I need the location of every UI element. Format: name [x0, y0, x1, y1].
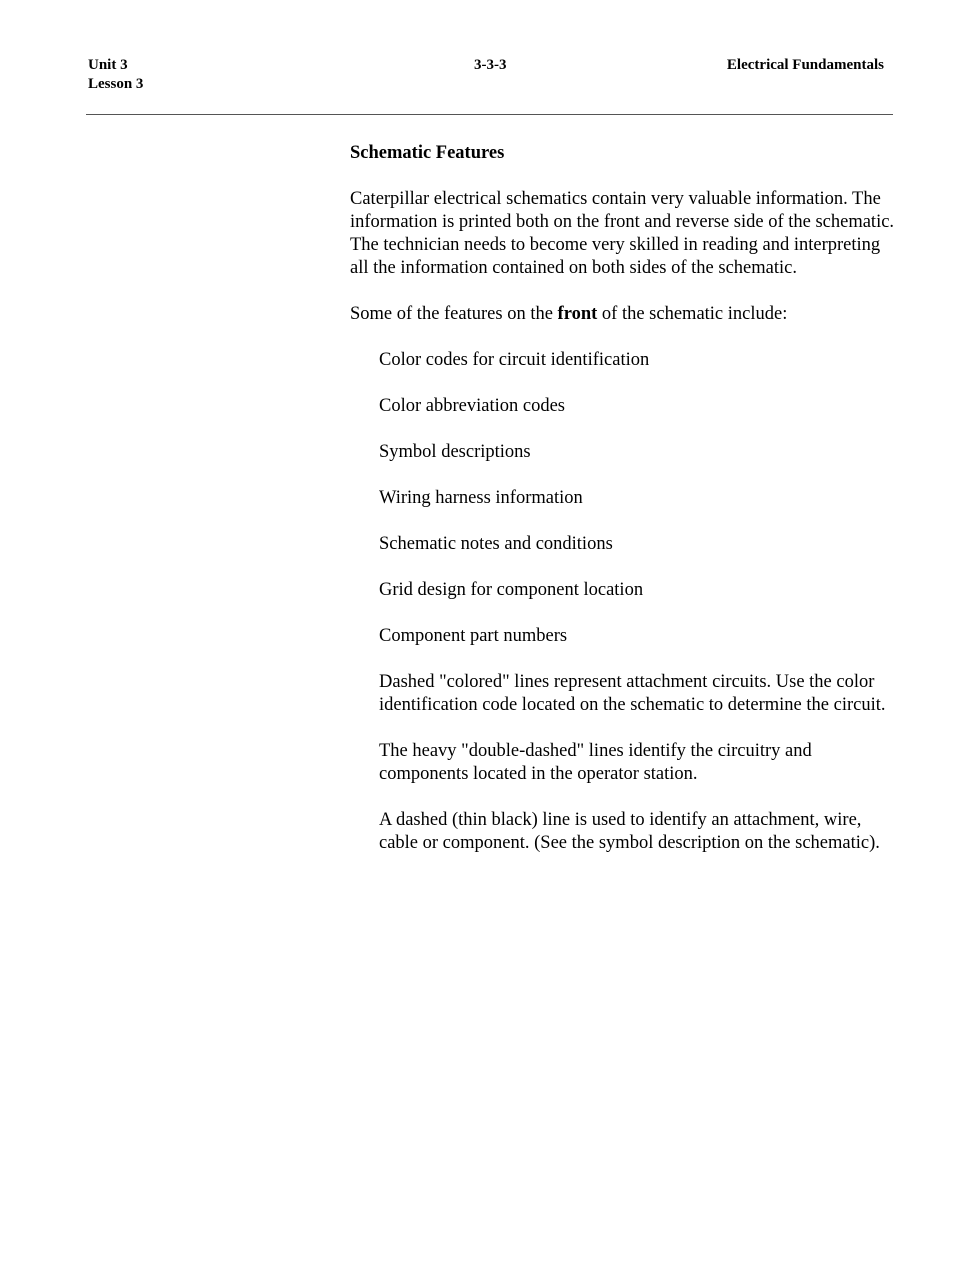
- list-item: Color abbreviation codes: [379, 396, 565, 416]
- features-lead-before: Some of the features on the: [350, 304, 558, 324]
- features-lead-after: of the schematic include:: [597, 304, 788, 324]
- header-divider: [86, 114, 893, 115]
- intro-paragraph: Caterpillar electrical schematics contain very valuable information. The information is printed both on the front and reverse side of the schematic. The technician needs to become very skilled in reading and interpreting all the information contained on both sides of the schematic.: [350, 189, 895, 278]
- section-title: Schematic Features: [350, 143, 505, 163]
- list-item: Grid design for component location: [379, 580, 644, 600]
- page-header: [88, 56, 884, 96]
- list-item: The heavy "double-dashed" lines identify the circuitry and components located in the operator station.: [379, 741, 812, 784]
- lesson-label: Lesson 3: [88, 76, 144, 92]
- list-item: Symbol descriptions: [379, 442, 531, 462]
- list-item: Schematic notes and conditions: [379, 534, 613, 554]
- features-lead: [350, 303, 895, 326]
- unit-label: Unit 3: [88, 57, 128, 73]
- list-item: Color codes for circuit identification: [379, 350, 650, 370]
- list-item: Dashed "colored" lines represent attachment circuits. Use the color identification code located on the schematic to determine the circuit.: [379, 672, 886, 715]
- list-item: Wiring harness information: [379, 488, 583, 508]
- list-item: A dashed (thin black) line is used to identify an attachment, wire, cable or component. (See the symbol description on the schematic).: [379, 810, 880, 853]
- header-left: [88, 56, 143, 94]
- main-content: [350, 142, 895, 878]
- features-list: [350, 349, 895, 855]
- course-title: Electrical Fundamentals: [726, 57, 884, 73]
- list-item: Component part numbers: [379, 626, 568, 646]
- features-lead-bold: front: [557, 304, 598, 324]
- page-number: 3-3-3: [474, 57, 507, 73]
